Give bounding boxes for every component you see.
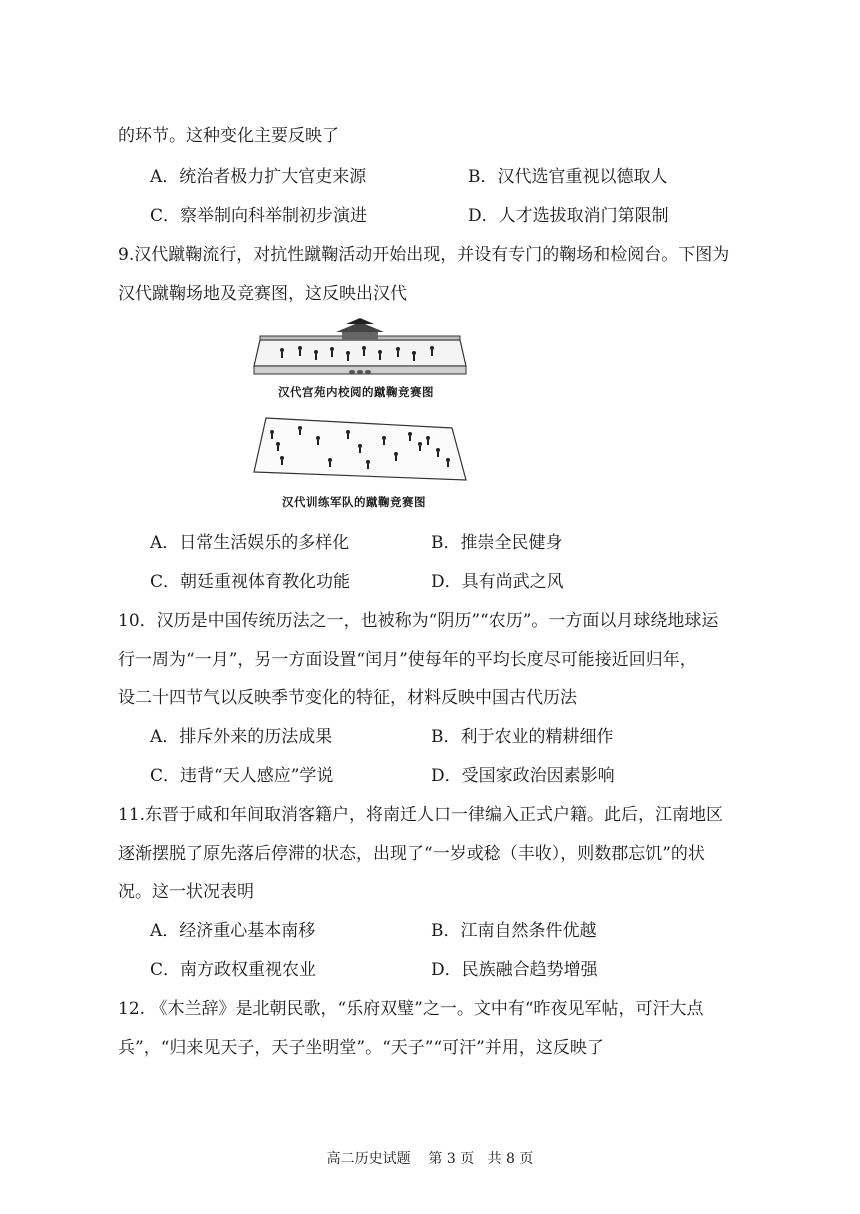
military-cuju-illustration [252, 414, 468, 484]
q8-option-d: D．人才选拔取消门第限制 [468, 206, 669, 226]
q9-option-d: D．具有尚武之风 [431, 572, 564, 592]
question-11-stem-line-2: 逐渐摆脱了原先落后停滞的状态，出现了“一岁或稔（丰收），则数郡忘饥”的状 [118, 844, 705, 864]
question-12-stem-line-1: 12. 《木兰辞》是北朝民歌，“乐府双璧”之一。文中有“昨夜见军帖，可汗大点 [118, 999, 704, 1019]
question-11-stem-line-3: 况。这一状况表明 [118, 882, 254, 902]
question-8-stem-end: 的环节。这种变化主要反映了 [118, 126, 339, 146]
question-9-stem-line-2: 汉代蹴鞠场地及竞赛图，这反映出汉代 [118, 284, 407, 304]
q11-option-c: C．南方政权重视农业 [150, 960, 317, 980]
figure-palace-cuju [252, 318, 468, 408]
q8-option-b: B．汉代选官重视以德取人 [468, 167, 668, 187]
question-9-stem-line-1: 9.汉代蹴鞠流行，对抗性蹴鞠活动开始出现，并设有专门的鞠场和检阅台。下图为 [118, 245, 730, 265]
figure-caption-palace: 汉代宫苑内校阅的蹴鞠竞赛图 [278, 385, 434, 399]
q11-option-d: D．民族融合趋势增强 [431, 960, 598, 980]
q8-option-a: A．统治者极力扩大官吏来源 [150, 167, 367, 187]
q10-option-a: A．排斥外来的历法成果 [150, 727, 333, 747]
question-11-stem-line-1: 11.东晋于咸和年间取消客籍户，将南迁人口一律编入正式户籍。此后，江南地区 [118, 805, 724, 825]
q11-option-a: A．经济重心基本南移 [150, 921, 316, 941]
question-12-stem-line-2: 兵”，“归来见天子，天子坐明堂”。“天子”“可汗”并用，这反映了 [118, 1038, 604, 1058]
palace-cuju-illustration [252, 318, 468, 380]
q10-option-c: C．违背“天人感应”学说 [150, 766, 334, 786]
figure-military-cuju [252, 414, 468, 514]
q10-option-d: D．受国家政治因素影响 [431, 766, 615, 786]
q9-option-c: C．朝廷重视体育教化功能 [150, 572, 351, 592]
q11-option-b: B．江南自然条件优越 [431, 921, 597, 941]
figure-caption-military: 汉代训练军队的蹴鞠竞赛图 [282, 495, 426, 509]
q10-option-b: B．利于农业的精耕细作 [431, 727, 614, 747]
page-footer: 高二历史试题 第 3 页 共 8 页 [326, 1151, 534, 1167]
q9-option-b: B．推崇全民健身 [431, 533, 563, 553]
question-10-stem-line-1: 10．汉历是中国传统历法之一，也被称为“阴历”“农历”。一方面以月球绕地球运 [118, 611, 719, 631]
q9-option-a: A．日常生活娱乐的多样化 [150, 533, 350, 553]
q8-option-c: C．察举制向科举制初步演进 [150, 206, 368, 226]
question-10-stem-line-2: 行一周为“一月”，另一方面设置“闰月”使每年的平均长度尽可能接近回归年， [118, 650, 697, 670]
question-10-stem-line-3: 设二十四节气以反映季节变化的特征，材料反映中国古代历法 [118, 688, 577, 708]
